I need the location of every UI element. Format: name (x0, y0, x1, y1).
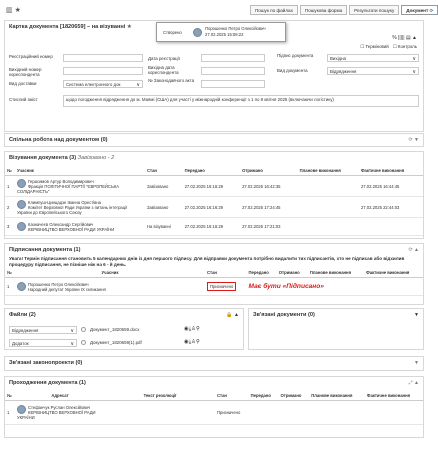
planned-cell (298, 218, 359, 236)
control-label: Контроль (397, 44, 417, 49)
state-cell: На візуванні (145, 218, 183, 236)
file-type-select[interactable] (9, 326, 77, 334)
chevron-down-icon: ∨ (70, 340, 74, 347)
urgent-label: Терміновий (365, 44, 389, 49)
col-number: № (5, 268, 15, 278)
received-cell (279, 401, 310, 425)
file-name[interactable]: Документ_1820659.docx (90, 327, 140, 332)
refresh-icon[interactable]: ⟳ (408, 247, 413, 253)
created-label: Створено (163, 30, 182, 35)
card-title-text: Картка документа [1820659] – на візуванні (9, 24, 126, 30)
participant-name: Казначеєв Олександр Сергійович КЕРІВНИЦТВО ВЕРХОВНОЇ РАДИ УКРАЇНИ (28, 221, 115, 232)
file-actions (184, 326, 200, 333)
download-icon[interactable]: ⤓ (188, 339, 192, 345)
chevron-down-icon: ∨ (70, 327, 74, 334)
received-cell: 27.02.2025 16:42:35 (240, 176, 298, 197)
col-number: № (5, 391, 15, 401)
actual-cell: 27.02.2025 22:44:03 (359, 197, 423, 218)
chevron-down-icon[interactable]: ▼ (414, 137, 419, 143)
tab-search-form[interactable]: Пошукова форма (300, 5, 347, 15)
summary-label: Стислий зміст (9, 97, 38, 102)
refresh-icon[interactable]: ⟳ (429, 8, 434, 13)
table-row[interactable] (5, 176, 423, 197)
reg-date-field[interactable] (201, 54, 265, 62)
avatar (17, 179, 26, 188)
signing-controls (408, 247, 419, 253)
row-number: 2 (5, 197, 15, 218)
planned-cell (309, 401, 365, 425)
created-datetime: 27.02.2025 15:59:22 (205, 32, 244, 37)
col-sent: Передано (183, 166, 241, 176)
chevron-down-icon[interactable]: ▼ (414, 360, 419, 366)
row-number: 3 (5, 218, 15, 236)
reg-number-field[interactable] (63, 54, 143, 62)
row-number: 1 (5, 401, 15, 425)
out-number-field[interactable] (63, 67, 143, 75)
passing-panel (4, 376, 424, 438)
bar-chart-icon[interactable]: ▥ (6, 7, 13, 14)
resolution-cell (105, 401, 215, 425)
refresh-icon[interactable]: ⟳ (408, 137, 413, 143)
signing-title: Підписання документа (1) (9, 247, 81, 253)
table-row[interactable] (5, 401, 423, 425)
tab-file-search[interactable]: Пошук по файлах (250, 5, 298, 15)
doctype-label: Вид документа (277, 68, 308, 73)
row-number: 1 (5, 176, 15, 197)
avatar (17, 282, 26, 291)
sent-cell (249, 401, 279, 425)
col-planned: Планове виконання (309, 391, 365, 401)
card-tools (392, 35, 417, 41)
participant-cell (15, 218, 145, 236)
lock-icon[interactable]: 🔒 (226, 312, 233, 318)
law-label: № Законодавчого акта (148, 78, 195, 83)
col-planned: Планове виконання (308, 268, 364, 278)
file-type-value: Відрядження (12, 327, 39, 333)
file-name[interactable]: Документ_1820659(1).pdf (90, 340, 142, 345)
col-actual: Фактичне виконання (365, 391, 423, 401)
related-laws-title: Зв'язані законопроекти (0) (9, 360, 83, 366)
passing-table (5, 391, 423, 425)
chevron-down-icon: ∨ (412, 56, 416, 62)
collapse-icon[interactable]: ▲ (414, 247, 419, 253)
actual-cell (365, 401, 423, 425)
print-icon[interactable]: ▤ (405, 35, 411, 41)
law-field[interactable] (201, 80, 265, 88)
delivery-value: Система електронного док (66, 82, 121, 87)
note-cell (247, 278, 424, 296)
participant-name: Климпуш-Цинцадзе Іванна Орестівна Комітет Верховної Ради України з питань інтеграції України до Європейського Союзу (17, 199, 128, 215)
participant-cell (15, 197, 145, 218)
chevron-down-icon[interactable]: ▼ (414, 312, 419, 318)
avatar (17, 405, 26, 414)
col-actual: Фактичне виконання (359, 166, 423, 176)
passing-title: Проходження документа (1) (9, 380, 86, 386)
doctype-value: Відрядження (330, 69, 357, 74)
summary-field[interactable]: щодо погодження відрядження до м. Маямі (США) для участі у міжнародній конференції з 1 по 8 квітня 2025 (включаючи логістику) (63, 95, 419, 107)
state-cell: Завізовано (145, 176, 183, 197)
user-icon[interactable]: ♙ (191, 339, 196, 345)
star-icon[interactable]: ★ (14, 7, 21, 14)
passing-controls (409, 380, 419, 386)
participant-cell (15, 278, 205, 296)
sign-value: Вихідна (330, 56, 346, 61)
file-radio[interactable] (81, 340, 86, 345)
signing-panel (4, 243, 424, 305)
view-icon[interactable]: ◉ (184, 326, 189, 332)
avatar (193, 28, 202, 37)
col-planned: Планове виконання (298, 166, 359, 176)
participant-cell (15, 176, 145, 197)
collapse-icon[interactable]: ▲ (234, 312, 239, 318)
row-number: 1 (5, 278, 15, 296)
joint-work-panel[interactable] (4, 133, 424, 147)
chevron-down-icon: ∨ (136, 82, 140, 88)
tab-document-label: Документ (406, 8, 429, 13)
approval-panel (4, 151, 424, 239)
file-radio[interactable] (81, 327, 86, 332)
col-sent: Передано (249, 391, 279, 401)
col-sent: Передано (247, 268, 277, 278)
related-laws-panel[interactable] (4, 356, 424, 371)
doctype-select[interactable] (327, 67, 419, 75)
annotation-note: Має бути «Підписано» (248, 283, 324, 291)
link-icon[interactable]: % (392, 35, 397, 41)
chevron-down-icon: ∨ (412, 69, 416, 75)
search-icon[interactable]: ⚲ (195, 339, 200, 345)
related-docs-panel (248, 308, 424, 350)
col-participant: Учасник (15, 166, 145, 176)
files-panel (4, 308, 244, 350)
file-item[interactable] (9, 324, 241, 335)
table-row[interactable] (5, 197, 423, 218)
actual-cell: 27.02.2025 16:44:45 (359, 176, 423, 197)
barcode-icon[interactable]: ||||| (398, 35, 405, 41)
out-date-field[interactable] (201, 67, 265, 75)
col-state: Стан (205, 268, 247, 278)
delivery-select[interactable] (63, 80, 143, 88)
delivery-label: Вид доставки (9, 81, 37, 86)
control-checkbox[interactable]: ☐ Контроль (392, 44, 417, 49)
out-date-label: Вихідна дата кореспондента (148, 65, 179, 75)
avatar (17, 222, 26, 231)
urgent-checkbox[interactable]: ☐ Терміновий (360, 44, 389, 49)
participant-name: Порошенко Петро Олексійович Народний депутат України IX скликання (28, 281, 106, 292)
created-popup (156, 22, 286, 42)
col-received: Отримано (240, 166, 298, 176)
tab-document[interactable] (401, 5, 438, 15)
col-actual: Фактичне виконання (364, 268, 423, 278)
received-cell: 27.02.2025 17:24:45 (240, 197, 298, 218)
received-cell: 27.02.2025 17:21:03 (240, 218, 298, 236)
collapse-icon[interactable]: ▲ (412, 35, 417, 41)
joint-controls (408, 137, 419, 143)
joint-work-title: Спільна робота над документом (0) (9, 137, 108, 143)
col-state: Стан (145, 166, 183, 176)
addressee-cell (15, 401, 105, 425)
avatar (17, 200, 26, 209)
col-number: № (5, 166, 15, 176)
sent-cell: 27.02.2025 16:16:29 (183, 218, 241, 236)
related-docs-title: Зв'язані документи (0) (253, 312, 315, 318)
table-row[interactable] (5, 218, 423, 236)
planned-cell (298, 176, 359, 197)
search-icon[interactable]: ⚲ (195, 326, 200, 332)
sent-cell: 27.02.2025 16:16:29 (183, 197, 241, 218)
star-icon[interactable]: ★ (126, 24, 132, 30)
expand-icon[interactable]: ⤢ (408, 380, 413, 386)
user-icon[interactable]: ♙ (191, 326, 196, 332)
participant-name: Герасимов Артур Володимирович Фракція ПОЛІТИЧНОЇ ПАРТІЇ "ЄВРОПЕЙСЬКА СОЛІДАРНІСТЬ" (17, 178, 120, 194)
signing-table (5, 268, 423, 296)
state-cell: Призначено (215, 401, 249, 425)
files-title: Файли (2) (9, 312, 36, 318)
addressee-name: Стефанчук Руслан Олексійович КЕРІВНИЦТВО ВЕРХОВНОЇ РАДИ УКРАЇНИ (17, 405, 96, 420)
collapse-icon[interactable]: ▲ (414, 380, 419, 386)
approval-title-text: Візування документа (3) (9, 155, 77, 161)
col-resolution: Текст резолюції (105, 391, 215, 401)
signing-state-highlight: Призначено (207, 282, 236, 291)
signing-warning: Увага! Термін підписання становить 5 календарних днів із дня першого підпису. Для відправки документа потрібно видалити тих підписантів, хто не підписав або відхилив процедуру підписання, не пізніше ніж на 6 - й день. (9, 256, 405, 267)
col-addressee: Адресат (15, 391, 105, 401)
state-cell (205, 278, 247, 296)
reg-number-label: Реєстраційний номер (9, 54, 53, 59)
sent-cell: 27.02.2025 16:16:29 (183, 176, 241, 197)
file-actions (184, 339, 200, 346)
col-received: Отримано (279, 391, 310, 401)
approval-status: Завізовано - 2 (77, 155, 115, 161)
created-person: Порошенко Петро Олексійович (205, 26, 266, 31)
approval-table (5, 166, 423, 236)
sign-label: Підпис документа (277, 53, 314, 58)
col-participant: Учасник (15, 268, 205, 278)
file-type-select[interactable] (9, 339, 77, 347)
approval-title (5, 152, 423, 164)
out-number-label: Вихідний номер кореспондента (9, 67, 42, 77)
sign-select[interactable] (327, 54, 419, 62)
reg-date-label: Дата реєстрації (148, 56, 180, 61)
top-tabs (250, 5, 438, 15)
table-row[interactable] (5, 278, 423, 296)
file-type-value: Додаток (12, 340, 29, 346)
actual-cell (359, 218, 423, 236)
col-received: Отримано (277, 268, 308, 278)
flags (360, 44, 417, 50)
planned-cell (298, 197, 359, 218)
col-state: Стан (215, 391, 249, 401)
top-toolbar (6, 6, 21, 14)
state-cell: Завізовано (145, 197, 183, 218)
files-controls (226, 312, 239, 318)
file-item[interactable] (9, 337, 241, 348)
tab-search-results[interactable]: Результати пошуку (349, 5, 399, 15)
download-icon[interactable]: ⤓ (188, 326, 192, 332)
view-icon[interactable]: ◉ (184, 339, 189, 345)
